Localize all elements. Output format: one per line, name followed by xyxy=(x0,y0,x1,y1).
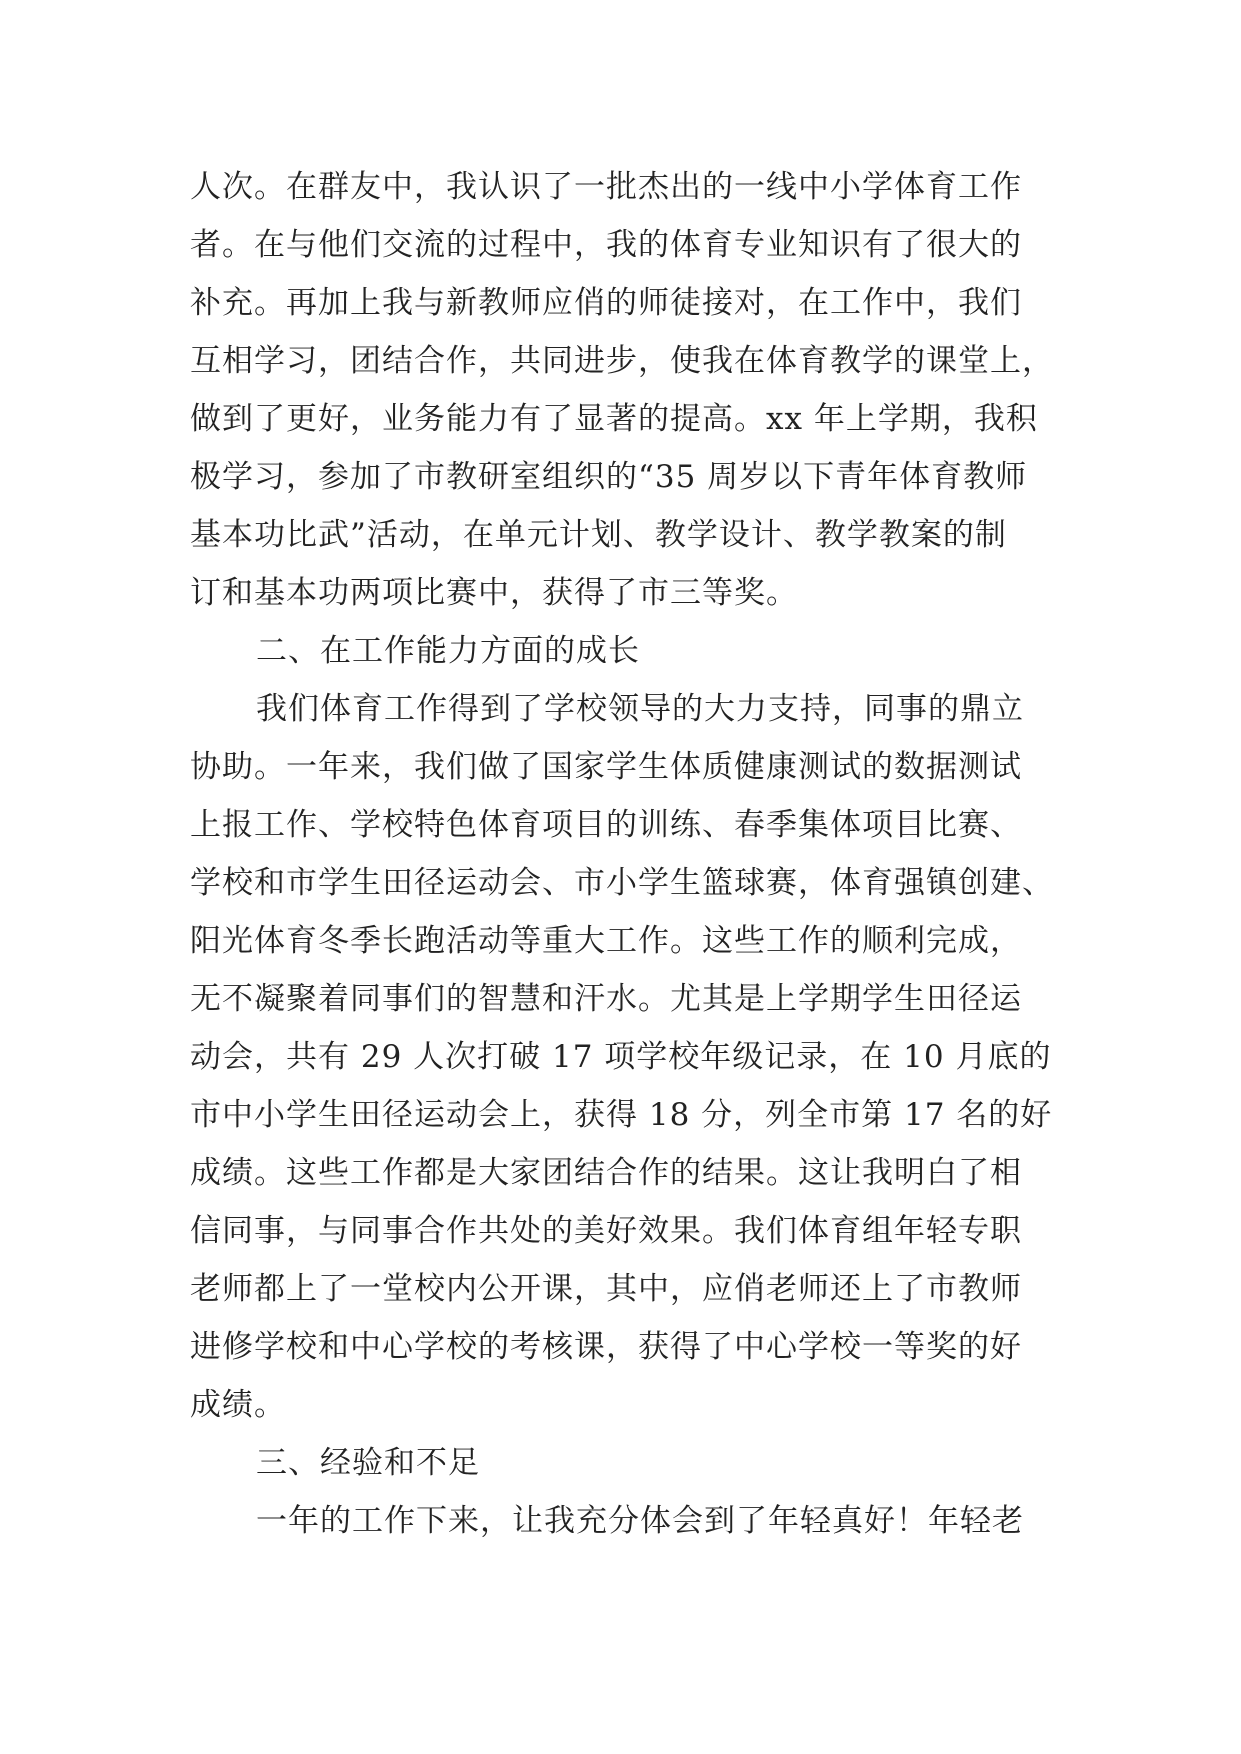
paragraph-line: 上报工作、学校特色体育项目的训练、春季集体项目比赛、 xyxy=(190,807,1022,843)
body-text xyxy=(190,158,1054,1550)
paragraph-line: 成绩。这些工作都是大家团结合作的结果。这让我明白了相 xyxy=(190,1155,1022,1191)
paragraph-line: 市中小学生田径运动会上，获得 18 分，列全市第 17 名的好 xyxy=(190,1097,1053,1133)
paragraph-line: 协助。一年来，我们做了国家学生体质健康测试的数据测试 xyxy=(190,749,1022,785)
paragraph-line: 动会，共有 29 人次打破 17 项学校年级记录，在 10 月底的 xyxy=(190,1039,1052,1075)
paragraph-line: 基本功比武”活动，在单元计划、教学设计、教学教案的制 xyxy=(190,517,1007,553)
paragraph-line: 阳光体育冬季长跑活动等重大工作。这些工作的顺利完成， xyxy=(190,923,1022,959)
section-heading: 二、在工作能力方面的成长 xyxy=(256,633,640,669)
paragraph-line: 无不凝聚着同事们的智慧和汗水。尤其是上学期学生田径运 xyxy=(190,981,1022,1017)
section-heading: 三、经验和不足 xyxy=(256,1445,480,1481)
paragraph-line: 成绩。 xyxy=(190,1387,286,1423)
paragraph-line: 订和基本功两项比赛中，获得了市三等奖。 xyxy=(190,575,798,611)
paragraph-line: 互相学习，团结合作，共同进步，使我在体育教学的课堂上， xyxy=(190,343,1054,379)
paragraph-line: 补充。再加上我与新教师应俏的师徒接对，在工作中，我们 xyxy=(190,285,1022,321)
paragraph-line: 我们体育工作得到了学校领导的大力支持，同事的鼎立 xyxy=(256,691,1024,727)
paragraph-line: 进修学校和中心学校的考核课，获得了中心学校一等奖的好 xyxy=(190,1329,1022,1365)
paragraph-line: 者。在与他们交流的过程中，我的体育专业知识有了很大的 xyxy=(190,227,1022,263)
paragraph-line: 老师都上了一堂校内公开课，其中，应俏老师还上了市教师 xyxy=(190,1271,1022,1307)
paragraph-line: 做到了更好，业务能力有了显著的提高。xx 年上学期，我积 xyxy=(190,401,1038,437)
paragraph-line: 学校和市学生田径运动会、市小学生篮球赛，体育强镇创建、 xyxy=(190,865,1054,901)
paragraph-line: 一年的工作下来，让我充分体会到了年轻真好！年轻老 xyxy=(256,1503,1024,1539)
paragraph-line: 人次。在群友中，我认识了一批杰出的一线中小学体育工作 xyxy=(190,169,1022,205)
paragraph-line: 极学习，参加了市教研室组织的“35 周岁以下青年体育教师 xyxy=(190,459,1028,495)
paragraph-line: 信同事，与同事合作共处的美好效果。我们体育组年轻专职 xyxy=(190,1213,1022,1249)
